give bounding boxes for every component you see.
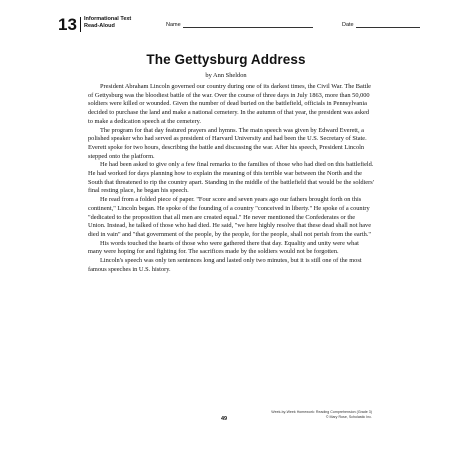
section-label [84,16,131,30]
paragraph: He had been asked to give only a few final remarks to the families of those who had died on this battlefield. He had worked for days planning how to explain the meaning of this terrible war between the North and the South that threatened to rip the country apart. Standing in the middle of the battlefield that would be the soldiers' final resting place, he began his speech. [88,161,374,195]
credits [242,410,372,420]
credit-line: Week-by-Week Homework: Reading Comprehension (Grade 3) [271,410,372,414]
section-label-line2: Read-Aloud [84,23,115,29]
credit-line: © Mary Rose, Scholastic Inc. [325,414,372,419]
paragraph: President Abraham Lincoln governed our country during one of its darkest times, the Civil War. The Battle of Gettysburg was the bloodiest battle of the war. Over the course of three days in July 1863, more than 50,000 soldiers were killed or wounded. Given the number of dead buried on the battlefield, officials in Pennsylvania decided to purchase the land and make a national cemetery. In the autumn of that year, the president was asked to make a dedication speech at the cemetery. [88,83,371,125]
unit-number: 13 [58,15,77,34]
date-label: Date [342,22,354,28]
name-field[interactable] [166,22,313,28]
page-number: 49 [221,416,228,422]
paragraph: The program for that day featured prayers and hymns. The main speech was given by Edward Everett, a polished speaker who had served as president of Harvard University and had been the U.S. Secretary of State. Everett spoke for two hours, describing the battle and discussing the war. After his speech, President Lincoln stepped onto the platform. [88,126,367,160]
date-line[interactable] [356,22,420,28]
date-field[interactable] [342,22,420,28]
name-label: Name [166,22,181,28]
name-line[interactable] [183,22,313,28]
paragraph: His words touched the hearts of those who were gathered there that day. Equality and unity were what many were hoping for and fighting for. The sacrifices made by the soldiers would not be forgotten. [88,239,359,256]
paragraph: Lincoln's speech was only ten sentences long and lasted only two minutes, but it is still one of the most famous speeches in U.S. history. [88,257,362,273]
article-body [88,83,374,274]
paragraph: He read from a folded piece of paper. "Four score and seven years ago our fathers brought forth on this continent," Lincoln began. He spoke of the founding of a country "conceived in liberty." He spoke of a country "dedicated to the proposition that all men are created equal." He never mentioned the Confederates or the Union. Instead, he talked of those who had died. He said, "we here highly resolve that these dead shall not have died in vain" and "that government of the people, by the people, for the people, shall not perish from the earth." [88,196,372,238]
header-divider [80,17,81,32]
article-byline: by Ann Sheldon [205,72,247,79]
worksheet-header [58,16,408,34]
section-label-line1: Informational Text [84,16,132,22]
article-title: The Gettysburg Address [146,52,306,67]
